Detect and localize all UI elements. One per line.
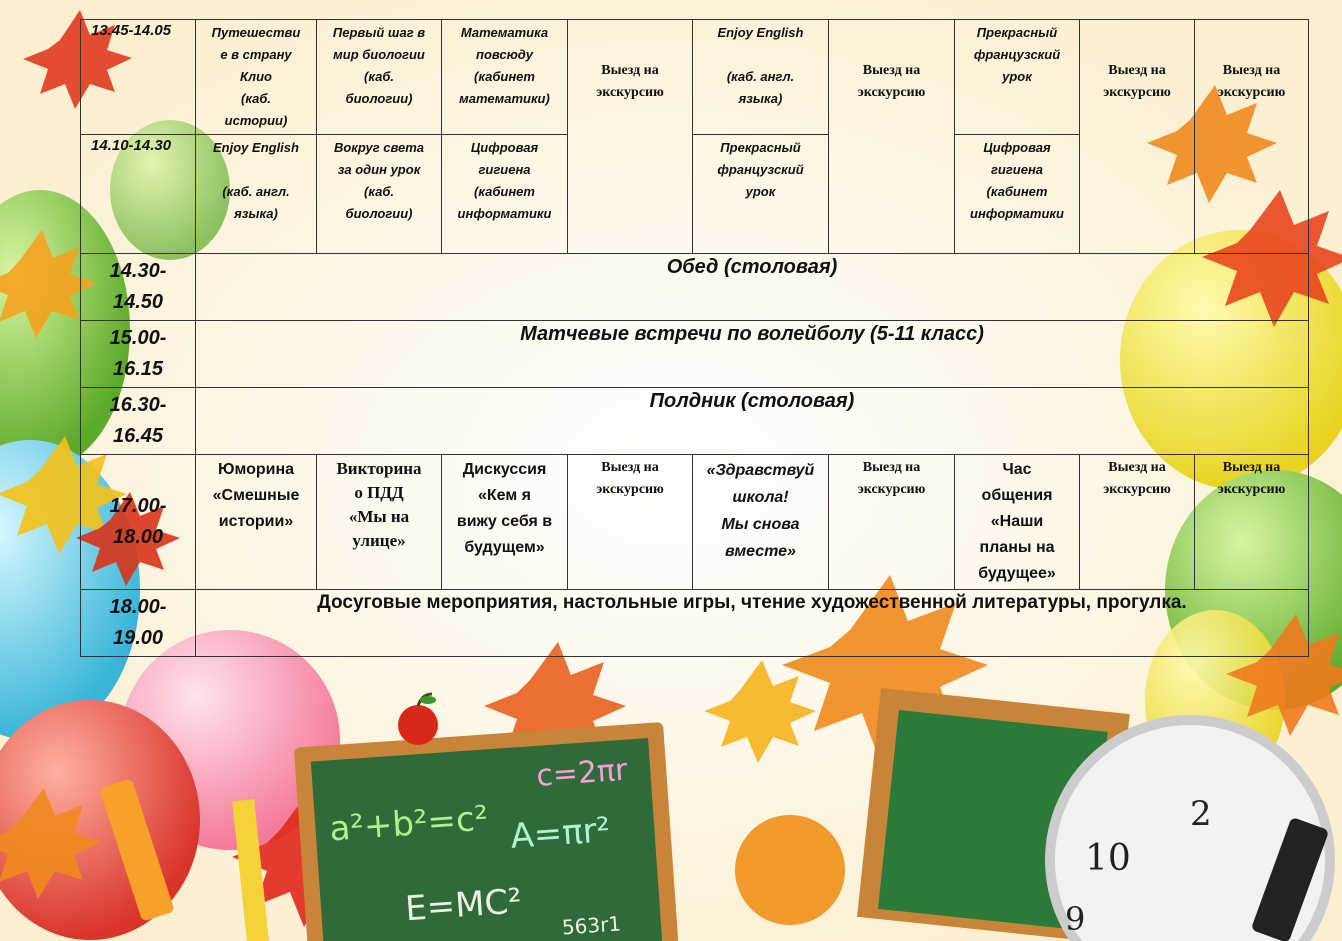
activity-cell: Математика повсюду (кабинет математики) [442, 20, 568, 135]
activity-cell: Enjoy English (каб. англ. языка) [693, 20, 829, 135]
activity-cell: Цифровая гигиена (кабинет информатики [955, 135, 1080, 254]
time-cell: 18.00- 19.00 [81, 590, 196, 657]
activity-cell: Юморина «Смешные истории» [196, 455, 317, 590]
excursion-cell: Выезд на экскурсию [829, 455, 955, 590]
activity-cell: Enjoy English (каб. англ. языка) [196, 135, 317, 254]
schedule-row [81, 20, 1309, 135]
activity-cell: Час общения «Наши планы на будущее» [955, 455, 1080, 590]
excursion-cell: Выезд на экскурсию [1080, 455, 1195, 590]
activity-cell: «Здравствуй школа! Мы снова вместе» [693, 455, 829, 590]
excursion-cell: Выезд на экскурсию [829, 20, 955, 254]
span-activity-cell: Матчевые встречи по волейболу (5-11 класс) [196, 321, 1309, 388]
excursion-cell: Выезд на экскурсию [1195, 455, 1309, 590]
chalkboard [294, 722, 679, 941]
time-cell: 14.10-14.30 [81, 135, 196, 254]
svg-text:563r1: 563r1 [561, 911, 622, 940]
orange-fruit [735, 815, 845, 925]
schedule-row [81, 254, 1309, 321]
svg-text:a²+b²=c²: a²+b²=c² [328, 798, 490, 850]
svg-text:9: 9 [1065, 900, 1086, 938]
svg-text:c=2πr: c=2πr [535, 752, 629, 794]
schedule-row [81, 590, 1309, 657]
span-activity-cell: Досуговые мероприятия, настольные игры, чтение художественной литературы, прогулка. [196, 590, 1309, 657]
schedule-row [81, 388, 1309, 455]
time-cell: 13.45-14.05 [81, 20, 196, 135]
activity-cell: Цифровая гигиена (кабинет информатики [442, 135, 568, 254]
activity-cell: Вокруг света за один урок (каб. биологии) [317, 135, 442, 254]
svg-text:A=πr²: A=πr² [509, 809, 612, 857]
excursion-cell: Выезд на экскурсию [568, 20, 693, 254]
schedule-table [80, 19, 1309, 657]
time-cell: 15.00- 16.15 [81, 321, 196, 388]
activity-cell: Прекрасный французский урок [693, 135, 829, 254]
activity-cell: Путешестви е в страну Клио (каб. истории) [196, 20, 317, 135]
time-cell: 14.30- 14.50 [81, 254, 196, 321]
span-activity-cell: Обед (столовая) [196, 254, 1309, 321]
excursion-cell: Выезд на экскурсию [1080, 20, 1195, 254]
svg-text:E=MC²: E=MC² [403, 881, 524, 930]
schedule-row [81, 455, 1309, 590]
schedule-row [81, 321, 1309, 388]
excursion-cell: Выезд на экскурсию [568, 455, 693, 590]
svg-text:2: 2 [1190, 794, 1212, 834]
activity-cell: Дискуссия «Кем я вижу себя в будущем» [442, 455, 568, 590]
span-activity-cell: Полдник (столовая) [196, 388, 1309, 455]
time-cell: 16.30- 16.45 [81, 388, 196, 455]
activity-cell: Первый шаг в мир биологии (каб. биологии) [317, 20, 442, 135]
activity-cell: Прекрасный французский урок [955, 20, 1080, 135]
time-cell: 17.00- 18.00 [81, 455, 196, 590]
activity-cell: Викторина о ПДД «Мы на улице» [317, 455, 442, 590]
svg-text:10: 10 [1085, 838, 1131, 879]
excursion-cell: Выезд на экскурсию [1195, 20, 1309, 254]
